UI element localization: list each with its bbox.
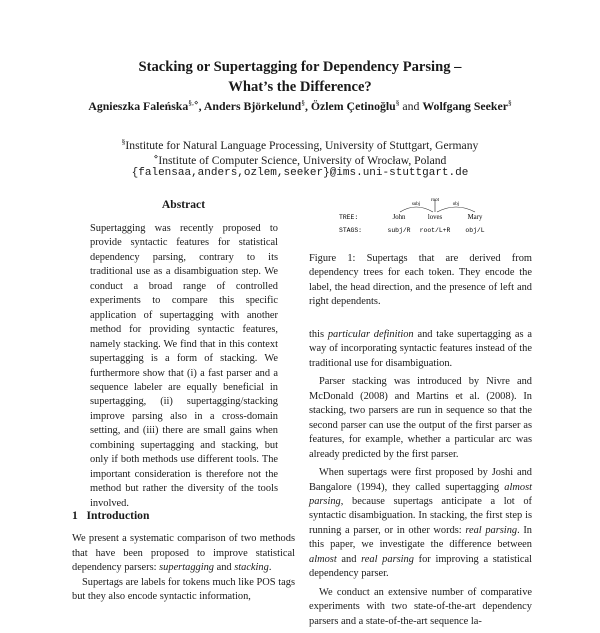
text-run: for improving a statistical dependency parser.	[309, 553, 532, 580]
author-separator: ,	[198, 98, 204, 113]
emphasis: almost parsing	[309, 481, 532, 507]
right-column-text	[309, 328, 532, 633]
emphasis: particular definition	[327, 329, 414, 340]
author-list	[0, 98, 600, 114]
figure-1-caption: Figure 1: Supertags that are derived from dependency trees for each token. They encode the label, the head direction, and the presence of left and right dependents.	[309, 253, 532, 308]
author-mark: §	[507, 98, 512, 107]
arc-label-subj: subj	[411, 202, 421, 207]
intro-paragraph-1	[72, 532, 295, 576]
text-run: and	[213, 562, 235, 574]
section-number: 1	[72, 509, 78, 522]
section-title: Introduction	[86, 509, 150, 522]
emphasis: real parsing	[361, 553, 414, 565]
author-mark: §,⋄	[188, 98, 199, 107]
author-name: Özlem Çetinoğlu	[310, 98, 396, 113]
right-paragraph-1	[309, 328, 532, 371]
text-run: .	[268, 562, 272, 574]
stag-john: subj/R	[387, 227, 411, 234]
text-run: When supertags were first proposed by Joshi and Bangalore (1994), they called supertagging	[309, 467, 532, 493]
author-mark: §	[395, 98, 400, 107]
arc-obj	[437, 207, 475, 212]
affiliation-text: Institute of Computer Science, University of Wrocław, Poland	[158, 153, 447, 167]
author-mark: §	[301, 98, 305, 107]
affiliation-text: Institute for Natural Language Processing, University of Stuttgart, Germany	[125, 138, 479, 152]
text-run: and take supertagging as a way of incorporating syntactic features instead of the traditional use for disambiguation.	[309, 329, 532, 369]
arc-label-obj: obj	[452, 202, 460, 207]
author-emails: {falensaa,anders,ozlem,seeker}@ims.uni-stuttgart.de	[131, 167, 469, 179]
text-run: , because supertags anticipate a lot of syntactic disambiguation. In stacking, the first step is running a parser, or in other words:	[309, 495, 532, 536]
arc-subj	[400, 207, 433, 212]
title-line-2: What’s the Difference?	[228, 79, 372, 95]
text-run: . In this paper, we investigate the difference between	[309, 524, 532, 551]
right-paragraph-4: We conduct an extensive number of comparative experiments with two state-of-the-art dependency parsers and a state-of-the-art sequence la-	[309, 586, 532, 627]
emphasis: almost	[309, 553, 337, 565]
title-line-1: Stacking or Supertagging for Dependency Parsing –	[138, 59, 462, 75]
right-paragraph-2: Parser stacking was introduced by Nivre and McDonald (2008) and Martins et al. (2008). In stacking, two parsers are run in sequence so that the second parser can use the output of the first parser as features, for example, whether a particular arc was already predicted by the first parser.	[309, 376, 532, 460]
emphasis: supertagging	[159, 562, 214, 574]
text-run: this	[309, 329, 328, 340]
emphasis: stacking	[234, 562, 269, 574]
affiliation-mark: §	[121, 137, 126, 146]
stags-row-label: STAGS:	[339, 227, 363, 234]
arc-label-root: root	[430, 198, 440, 203]
author-separator: ,	[304, 98, 311, 113]
tree-row-label: TREE:	[339, 214, 359, 221]
text-run: and	[336, 553, 362, 565]
intro-paragraph-2: Supertags are labels for tokens much like POS tags but they also encode syntactic information,	[72, 576, 295, 603]
affiliation-mark: ⋄	[153, 152, 159, 161]
section-heading-introduction	[72, 509, 149, 522]
author-name: Wolfgang Seeker	[422, 98, 508, 113]
author-name: Agnieszka Faleńska	[88, 98, 189, 113]
word-john: John	[392, 214, 406, 221]
author-name: Anders Björkelund	[203, 98, 302, 113]
word-mary: Mary	[467, 214, 483, 221]
stag-loves: root/L+R	[419, 227, 451, 234]
introduction-text	[72, 532, 295, 605]
emphasis: real parsing	[465, 524, 518, 536]
text-run: We present a systematic comparison of two methods that have been proposed to improve statistical dependency parsers:	[72, 533, 295, 574]
author-separator: and	[399, 98, 423, 113]
figure-1-dependency-diagram	[309, 196, 532, 240]
right-paragraph-3	[309, 466, 532, 582]
abstract-heading: Abstract	[161, 198, 206, 211]
paper-title	[0, 57, 600, 97]
word-loves: loves	[427, 214, 443, 221]
abstract-text: Supertagging was recently proposed to provide syntactic features for statistical dependency parsing, contrary to its traditional use as a disambiguation step. We conduct a broad range of controlled experiments to compare this specific application of supertagging with another method for providing syntactic features, namely stacking. We find that in this context supertagging is a form of stacking. We furthermore show that (i) a fast parser and a sequence labeler are equally beneficial in supertagging, (ii) supertagging/stacking improve parsing also in a cross-domain setting, and (iii) there are small gains when combining supertagging and stacking, but only if both methods use different tools. The important consideration is therefore not the method but rather the diversity of the tools involved.	[90, 223, 278, 509]
stag-mary: obj/L	[465, 227, 485, 234]
